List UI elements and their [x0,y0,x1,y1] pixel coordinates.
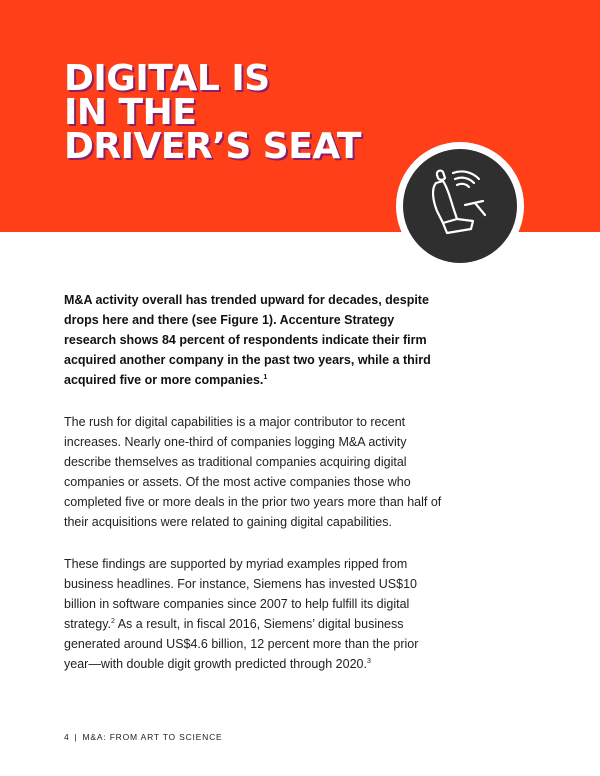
body-paragraph-2 [64,554,444,674]
body-paragraph-2-text-a: These findings are supported by myriad examples ripped from business headlines. For instance, Siemens has invested US$10 billion in software companies since 2007 to help fulfill its digital strategy. [64,557,417,631]
body-paragraph-2-text-b: As a result, in fiscal 2016, Siemens’ digital business generated around US$4.6 billion, 12 percent more than the prior year—with double digit growth predicted through 2020. [64,617,419,671]
body-paragraph-1: The rush for digital capabilities is a major contributor to recent increases. Nearly one-third of companies logging M&A activity describe themselves as traditional companies acquiring digital companies or assets. Of the most active companies those who completed five or more deals in the prior two years more than half of their acquisitions were related to gaining digital capabilities. [64,415,442,529]
footnote-ref-3: 3 [366,658,371,665]
footer-title: M&A: FROM ART TO SCIENCE [82,732,223,742]
footer-separator: | [74,732,78,742]
page-footer [64,732,223,742]
footnote-ref-2: 2 [111,618,115,625]
title-line-3: DRIVER’S SEAT [64,126,361,167]
footnote-ref-1: 1 [263,374,268,381]
lead-text: M&A activity overall has trended upward for decades, despite drops here and there (see Figure 1). Accenture Strategy research shows 84 percent of respondents indicate their firm acquired another company in the past two years, while a third acquired five or more companies. [64,293,431,387]
car-seat-wifi-icon [403,149,517,263]
page-title [64,58,361,167]
lead-paragraph [64,290,444,390]
title-line-1: DIGITAL IS [64,58,270,99]
title-line-2: IN THE [64,92,197,133]
article-body [64,290,444,696]
page-number: 4 [64,732,70,742]
